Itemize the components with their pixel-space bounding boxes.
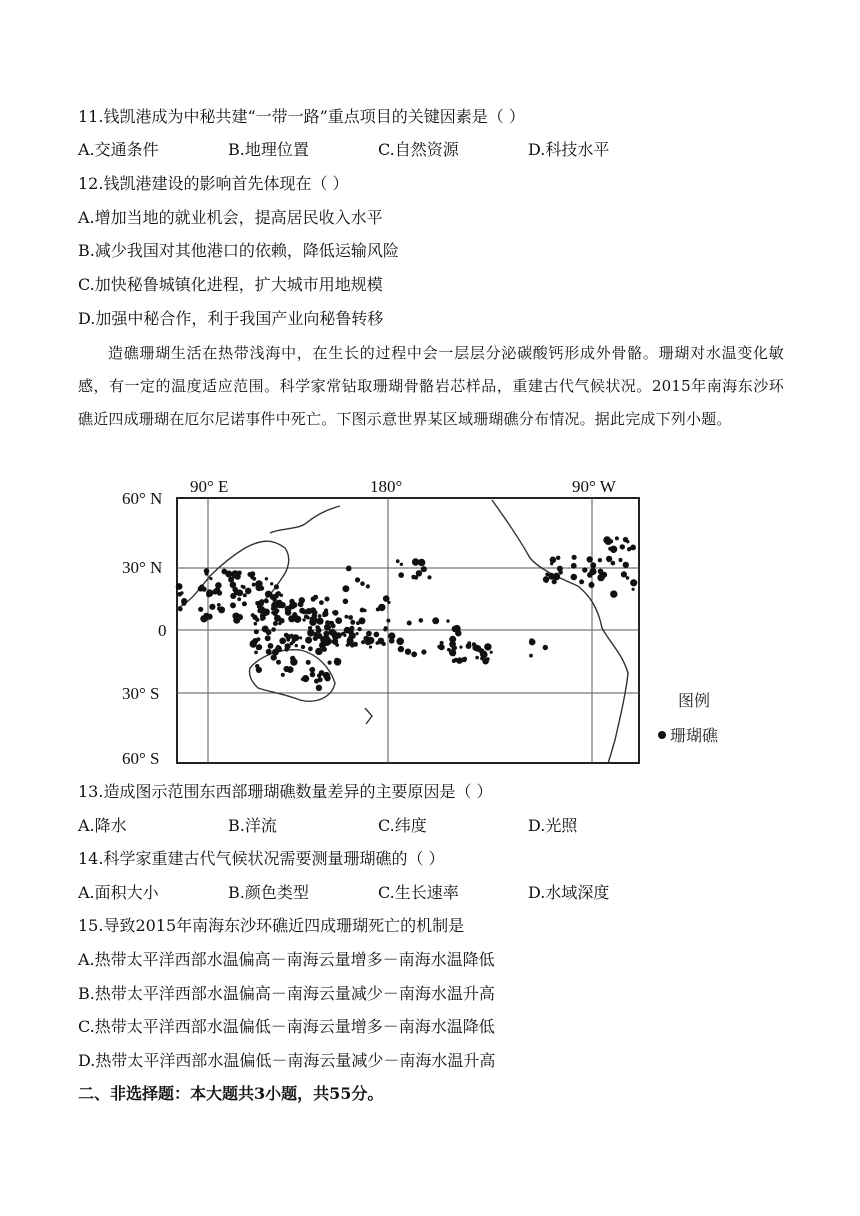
reef-marker (548, 573, 555, 580)
reef-marker (285, 609, 292, 616)
reef-marker (324, 624, 331, 631)
reef-marker (230, 602, 236, 608)
reef-marker (301, 678, 304, 681)
reef-marker (346, 566, 352, 572)
reef-marker (558, 570, 563, 575)
reef-marker (313, 595, 318, 600)
reef-marker (309, 668, 313, 672)
reef-marker (264, 599, 269, 604)
reef-marker (252, 577, 256, 581)
reef-marker (610, 546, 617, 553)
reef-marker (178, 607, 183, 612)
reef-marker (254, 622, 258, 626)
reef-marker (552, 579, 557, 584)
reef-marker (247, 572, 252, 577)
reef-marker (314, 611, 318, 615)
reef-marker (232, 613, 238, 619)
reef-marker (279, 638, 286, 645)
reef-marker (432, 617, 439, 624)
reef-marker (437, 645, 441, 649)
reef-marker (579, 579, 584, 584)
reef-marker (232, 587, 238, 593)
reef-marker (454, 658, 458, 662)
reef-marker (278, 622, 281, 625)
reef-marker (356, 632, 359, 635)
reef-marker (590, 582, 594, 586)
reef-marker (626, 576, 630, 580)
reef-marker (421, 649, 426, 654)
reef-marker (310, 672, 316, 678)
reef-marker (257, 604, 262, 609)
reef-marker (284, 633, 289, 638)
reef-marker (378, 638, 385, 645)
reef-marker (396, 559, 400, 563)
reef-marker (205, 572, 209, 576)
reef-marker (353, 642, 358, 647)
reef-marker (543, 645, 548, 650)
reef-marker (366, 631, 372, 637)
reef-marker (289, 603, 296, 610)
reef-marker (273, 621, 278, 626)
reef-marker (301, 645, 305, 649)
q12-option-a: A.增加当地的就业机会，提高居民收入水平 (78, 208, 383, 227)
reef-marker (550, 557, 557, 564)
reef-marker (590, 562, 596, 568)
reef-marker (341, 632, 345, 636)
reef-marker (571, 574, 578, 581)
reef-marker (266, 629, 272, 635)
reef-marker (271, 602, 278, 609)
reef-marker (356, 621, 360, 625)
reef-marker (360, 581, 365, 586)
reef-marker (472, 642, 476, 646)
reef-marker (323, 635, 330, 642)
reef-marker (615, 536, 619, 540)
reef-marker (556, 556, 560, 560)
reef-marker (345, 615, 349, 619)
q14-option-b: B.颜色类型 (228, 883, 309, 902)
reef-marker (620, 544, 625, 549)
reef-marker (335, 617, 342, 624)
reef-marker (343, 599, 349, 605)
reef-marker (286, 638, 290, 642)
q12-option-d: D.加强中秘合作，利于我国产业向秘鲁转移 (78, 309, 384, 328)
reef-marker (284, 647, 288, 651)
reef-marker (252, 615, 257, 620)
coral-reef-map (120, 478, 740, 768)
reef-marker (627, 547, 631, 551)
reef-marker (589, 571, 593, 575)
q15-option-d: D.热带太平洋西部水温偏低－南海云量减少－南海水温升高 (78, 1051, 496, 1070)
reef-marker (314, 679, 319, 684)
reef-marker (206, 592, 211, 597)
reef-marker (299, 636, 302, 639)
reef-marker (266, 649, 272, 655)
q12-option-c: C.加快秘鲁城镇化进程，扩大城市用地规模 (78, 275, 383, 294)
reef-marker (582, 567, 587, 572)
reef-marker (618, 558, 622, 562)
reef-marker (254, 651, 258, 655)
reef-marker (325, 597, 330, 602)
reef-marker (228, 577, 234, 583)
reef-marker (308, 646, 313, 651)
reef-marker (383, 595, 390, 602)
reef-marker (467, 641, 471, 645)
reef-marker (334, 658, 342, 666)
reef-marker (318, 614, 322, 618)
reef-marker (299, 608, 305, 614)
reef-marker (270, 582, 273, 585)
reef-marker (241, 585, 244, 588)
reef-marker (369, 645, 372, 648)
reef-marker (459, 646, 462, 649)
reef-marker (207, 614, 213, 620)
reef-marker (284, 666, 290, 672)
reef-marker (411, 575, 416, 580)
lat-label-60n: 60° N (122, 489, 163, 508)
reef-marker (281, 673, 285, 677)
reef-marker (544, 578, 549, 583)
reef-marker (292, 639, 296, 643)
legend-reef-icon (658, 731, 666, 739)
reef-marker (587, 556, 593, 562)
legend-reef-label: 珊瑚礁 (670, 726, 719, 745)
reef-marker (276, 645, 280, 649)
reef-marker (452, 626, 459, 633)
reef-marker (606, 556, 612, 562)
reef-marker (298, 601, 304, 607)
reef-marker (180, 591, 183, 594)
reef-marker (447, 648, 451, 652)
reef-marker (316, 685, 322, 691)
q13-option-c: C.纬度 (378, 816, 427, 835)
reef-marker (237, 597, 241, 601)
reef-marker (360, 608, 364, 612)
reef-marker (272, 598, 277, 603)
reef-marker (416, 570, 422, 576)
reef-marker (255, 664, 259, 668)
reef-marker (245, 588, 252, 595)
reef-marker (374, 632, 380, 638)
reef-marker (481, 652, 487, 658)
q13-option-b: B.洋流 (228, 816, 277, 835)
reef-marker (405, 649, 411, 655)
reef-marker (418, 559, 426, 567)
q12-option-b: B.减少我国对其他港口的依赖，降低运输风险 (78, 241, 399, 260)
reef-marker (209, 604, 215, 610)
reef-marker (332, 611, 336, 615)
reef-marker (446, 619, 449, 622)
reef-marker (256, 644, 262, 650)
reef-marker (398, 646, 404, 652)
question-13-stem: 13.造成图示范围东西部珊瑚礁数量差异的主要原因是（ ） (78, 782, 493, 801)
reef-marker (630, 579, 637, 586)
q14-option-a: A.面积大小 (78, 883, 159, 902)
reef-marker (271, 611, 274, 614)
reef-marker (232, 570, 239, 577)
reef-marker (475, 656, 479, 660)
reef-marker (254, 629, 259, 634)
reef-marker (421, 566, 427, 572)
q11-option-d: D.科技水平 (528, 140, 610, 159)
reef-marker (626, 540, 629, 543)
reef-marker (400, 563, 403, 566)
reef-marker (202, 587, 207, 592)
lon-label-90e: 90° E (190, 478, 229, 496)
reef-marker (358, 627, 362, 631)
reef-marker (256, 584, 263, 591)
q14-option-d: D.水域深度 (528, 883, 610, 902)
reef-marker (389, 638, 395, 644)
reef-marker (366, 584, 370, 588)
reef-marker (176, 583, 183, 590)
reef-marker (427, 575, 431, 579)
reef-marker (265, 577, 268, 580)
reef-marker (365, 639, 371, 645)
reef-marker (256, 637, 260, 641)
reef-marker (461, 657, 466, 662)
reef-marker (331, 624, 336, 629)
reef-marker (316, 618, 323, 625)
reef-marker (230, 593, 236, 599)
lon-label-90w: 90° W (572, 478, 616, 496)
longitude-labels (190, 478, 617, 496)
reef-marker (260, 617, 264, 621)
reef-marker (305, 637, 312, 644)
question-11-stem: 11.钱凯港成为中秘共建“一带一路”重点项目的关键因素是（ ） (78, 107, 525, 126)
q11-option-b: B.地理位置 (228, 140, 309, 159)
q14-option-c: C.生长速率 (378, 883, 459, 902)
reef-marker (611, 591, 614, 594)
reef-marker (407, 621, 412, 626)
reef-marker (198, 607, 203, 612)
q11-option-a: A.交通条件 (78, 140, 159, 159)
reef-marker (342, 585, 349, 592)
reef-marker (290, 658, 297, 665)
q15-option-b: B.热带太平洋西部水温偏高－南海云量减少－南海水温升高 (78, 984, 495, 1003)
reef-marker (217, 603, 221, 607)
lat-label-60s: 60° S (122, 749, 160, 768)
reef-marker (181, 598, 187, 604)
reef-marker (598, 569, 604, 575)
question-14-stem: 14.科学家重建古代气候状况需要测量珊瑚礁的（ ） (78, 849, 445, 868)
lat-label-equator: 0 (158, 621, 167, 640)
reef-marker (295, 644, 298, 647)
reef-marker (209, 577, 212, 580)
reef-marker (307, 629, 314, 636)
reef-marker (347, 638, 354, 645)
reef-marker (411, 651, 417, 657)
question-15-stem: 15.导致2015年南海东沙环礁近四成珊瑚死亡的机制是 (78, 916, 465, 935)
reef-marker (319, 600, 324, 605)
coral-passage: 造礁珊瑚生活在热带浅海中，在生长的过程中会一层层分泌碳酸钙形成外骨骼。珊瑚对水温变化敏感，有一定的温度适应范围。科学家常钻取珊瑚骨骼岩芯样品，重建古代气候状况。2015年南海东沙环礁近四成珊瑚在厄尔尼诺事件中死亡。下图示意世界某区域珊瑚礁分布情况。据此完成下列小题。 (78, 344, 784, 428)
reef-marker (609, 539, 613, 543)
reef-marker (218, 606, 225, 613)
reef-marker (317, 673, 321, 677)
reef-marker (621, 571, 627, 577)
q13-option-a: A.降水 (78, 816, 127, 835)
reef-marker (384, 626, 388, 630)
reef-marker (322, 611, 328, 617)
reef-marker (529, 639, 536, 646)
legend-title: 图例 (678, 691, 711, 710)
reef-marker (398, 572, 404, 578)
reef-marker (490, 651, 493, 654)
reef-marker (452, 645, 457, 650)
reef-marker (572, 555, 577, 560)
q13-option-d: D.光照 (528, 816, 578, 835)
reef-marker (623, 562, 629, 568)
reef-marker (323, 672, 330, 679)
reef-marker (262, 608, 266, 612)
reef-marker (318, 649, 321, 652)
reef-marker (243, 593, 247, 597)
reef-marker (332, 638, 338, 644)
reef-marker (378, 604, 385, 611)
reef-marker (242, 601, 247, 606)
reef-marker (304, 614, 308, 618)
reef-marker (550, 562, 553, 565)
lat-label-30s: 30° S (122, 684, 160, 703)
latitude-labels (122, 489, 167, 768)
reef-marker (571, 563, 577, 569)
reef-marker (215, 582, 222, 589)
reef-marker (276, 660, 281, 665)
reef-marker (328, 661, 332, 665)
reef-marker (396, 638, 404, 646)
reef-marker (350, 626, 355, 631)
reef-marker (268, 643, 274, 649)
reef-marker (345, 630, 348, 633)
reef-marker (419, 618, 424, 623)
lon-label-180: 180° (370, 478, 403, 496)
reef-marker (598, 558, 602, 562)
reef-marker (292, 613, 298, 619)
reef-marker (252, 583, 256, 587)
reef-marker (386, 619, 390, 623)
reef-marker (274, 584, 279, 589)
reef-marker (529, 654, 533, 658)
reef-marker (597, 574, 604, 581)
reef-marker (306, 660, 311, 665)
section-2-heading: 二、非选择题：本大题共3小题，共55分。 (78, 1084, 384, 1103)
reef-marker (312, 617, 317, 622)
reef-marker (348, 615, 353, 620)
question-12-stem: 12.钱凯港建设的影响首先体现在（ ） (78, 174, 349, 193)
q15-option-c: C.热带太平洋西部水温偏低－南海云量增多－南海水温降低 (78, 1017, 495, 1036)
reef-marker (265, 591, 272, 598)
reef-marker (250, 640, 257, 647)
reef-marker (632, 588, 635, 591)
reef-marker (355, 577, 360, 582)
reef-marker (275, 591, 280, 596)
reef-marker (221, 569, 227, 575)
reef-marker (350, 620, 355, 625)
reef-marker (302, 618, 305, 621)
reef-marker (611, 561, 616, 566)
reef-marker (484, 643, 491, 650)
reef-marker (265, 635, 271, 641)
lat-label-30n: 30° N (122, 558, 163, 577)
reef-marker (271, 627, 276, 632)
q11-option-c: C.自然资源 (378, 140, 459, 159)
q15-option-a: A.热带太平洋西部水温偏高－南海云量增多－南海水温降低 (78, 950, 495, 969)
